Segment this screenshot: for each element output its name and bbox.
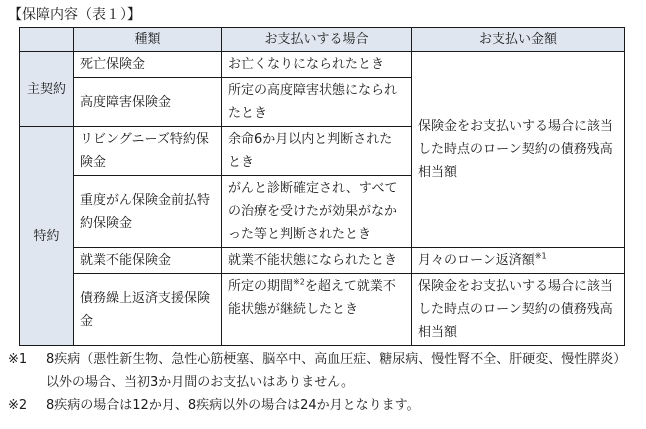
table-row [20, 274, 625, 346]
table-row [20, 52, 625, 78]
row-when: がんと診断確定され、すべての治療を受けたが効果がなかった等と判断されたとき [222, 176, 412, 248]
footnotes [8, 348, 638, 417]
footnote-ref-1: ※1 [534, 251, 547, 261]
table-title: 【保障内容（表１）】 [8, 7, 141, 23]
row-when-pre: 所定の期間 [228, 279, 294, 294]
row-kind: 債務繰上返済支援保険金 [74, 274, 222, 346]
header-when: お支払いする場合 [222, 28, 412, 52]
footnote-text: 8疾病の場合は12か月、8疾病以外の場合は24か月となります。 [46, 398, 420, 413]
group-rider: 特約 [20, 127, 74, 346]
row-when-post: を超えて就業不能状態が継続したとき [228, 279, 396, 317]
amount-monthly-text: 月々のローン返済額 [418, 253, 535, 268]
footnote-2 [8, 394, 638, 417]
row-when: お亡くなりになられたとき [222, 52, 412, 78]
amount-balance-2: 保険金をお支払いする場合に該当した時点のローン契約の債務残高相当額 [412, 274, 625, 346]
footnote-ref-2: ※2 [293, 277, 305, 287]
header-row [20, 28, 625, 52]
footnote-text: 8疾病（悪性新生物、急性心筋梗塞、脳卒中、高血圧症、糖尿病、慢性腎不全、肝硬変、慢性膵炎）以外の場合、当初3か月間のお支払いはありません。 [46, 352, 627, 390]
table-row [20, 248, 625, 274]
group-main-contract: 主契約 [20, 52, 74, 127]
row-kind: リビングニーズ特約保険金 [74, 127, 222, 176]
footnote-mark: ※2 [8, 398, 28, 413]
row-when: 所定の高度障害状態になられたとき [222, 78, 412, 127]
row-kind: 死亡保険金 [74, 52, 222, 78]
row-when: 余命6か月以内と判断されたとき [222, 127, 412, 176]
amount-monthly [412, 248, 625, 274]
row-kind: 高度障害保険金 [74, 78, 222, 127]
row-kind: 就業不能保険金 [74, 248, 222, 274]
amount-balance: 保険金をお支払いする場合に該当した時点のローン契約の債務残高相当額 [412, 52, 625, 248]
row-when [222, 274, 412, 346]
header-blank [20, 28, 74, 52]
row-when: 就業不能状態になられたとき [222, 248, 412, 274]
row-kind: 重度がん保険金前払特約保険金 [74, 176, 222, 248]
header-amount: お支払い金額 [412, 28, 625, 52]
footnote-mark: ※1 [8, 352, 28, 367]
coverage-table [19, 27, 625, 346]
header-kind: 種類 [74, 28, 222, 52]
footnote-1 [8, 348, 638, 394]
